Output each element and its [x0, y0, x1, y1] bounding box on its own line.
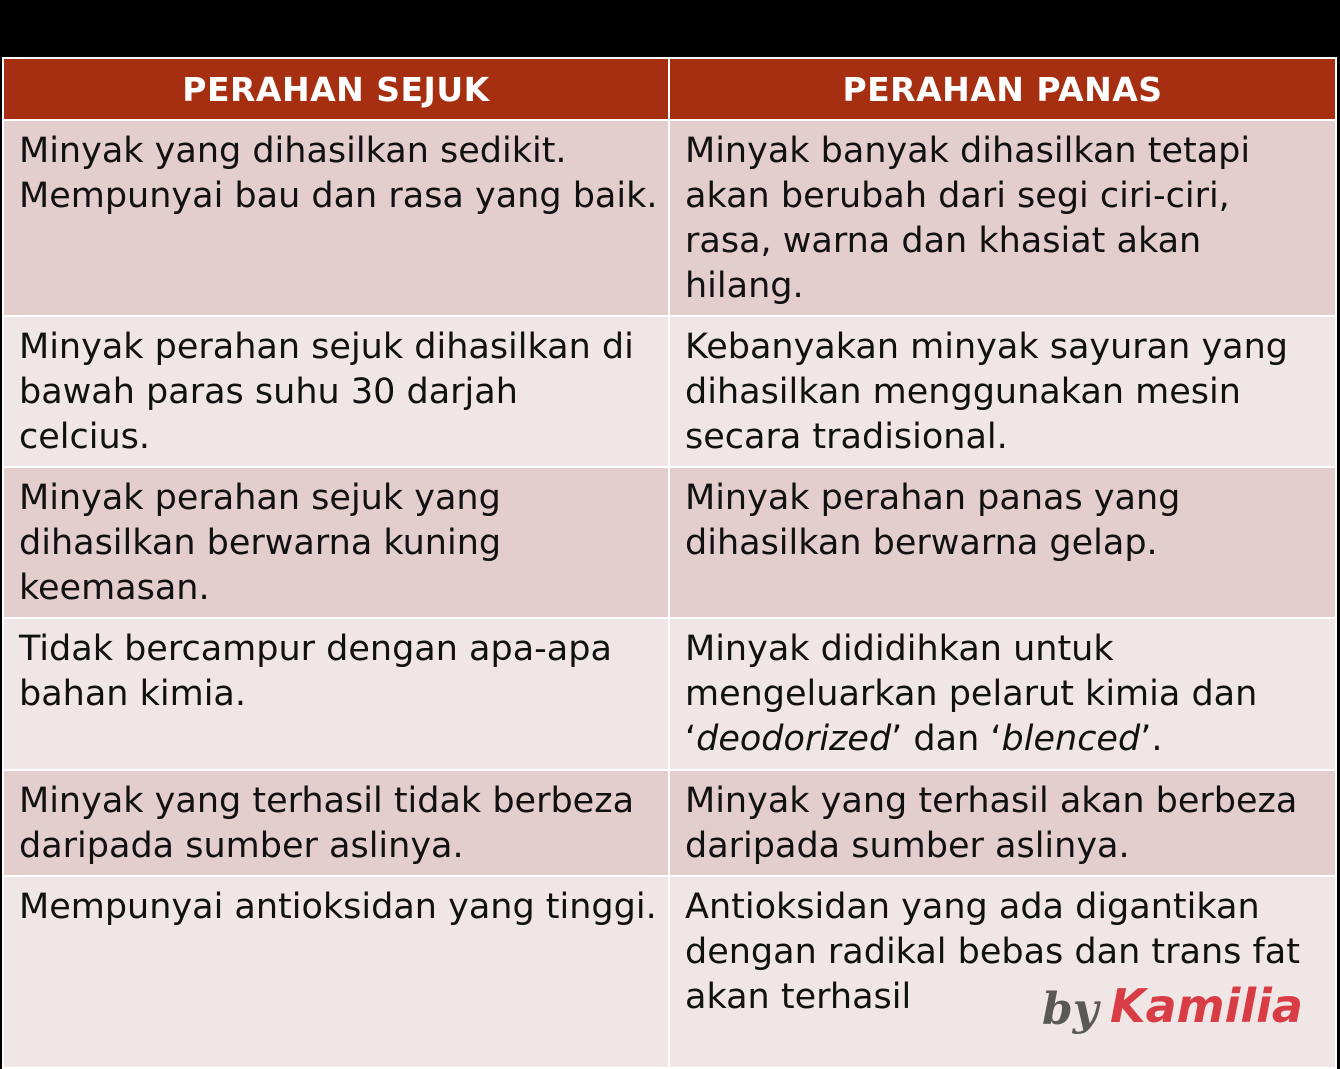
cell-sejuk: Mempunyai antioksidan yang tinggi.: [3, 876, 669, 1068]
cell-sejuk: Minyak yang dihasilkan sedikit. Mempunyai bau dan rasa yang baik.: [3, 120, 669, 316]
term-blenced: blenced: [1001, 719, 1141, 759]
cell-panas: Antioksidan yang ada digantikan dengan radikal bebas dan trans fat akan terhasil: [669, 876, 1336, 1068]
comparison-table-container: [2, 57, 1335, 1061]
cell-text-post: ’.: [1140, 719, 1163, 759]
header-perahan-sejuk: PERAHAN SEJUK: [3, 58, 669, 120]
header-perahan-panas: PERAHAN PANAS: [669, 58, 1336, 120]
cell-sejuk: Tidak bercampur dengan apa-apa bahan kimia.: [3, 618, 669, 770]
term-deodorized: deodorized: [696, 719, 892, 759]
watermark-name: Kamilia: [1110, 979, 1303, 1033]
table-row: [3, 316, 1336, 467]
watermark-by: by: [1042, 984, 1099, 1035]
cell-text-pre: Minyak dididihkan untuk mengeluarkan pelarut kimia dan ‘: [685, 629, 1258, 759]
table-row: [3, 120, 1336, 316]
cell-panas: [669, 618, 1336, 770]
bykamilia-watermark-logo: [1040, 978, 1310, 1038]
cell-sejuk: Minyak perahan sejuk dihasilkan di bawah paras suhu 30 darjah celcius.: [3, 316, 669, 467]
table-row: [3, 618, 1336, 770]
cell-panas: Minyak yang terhasil akan berbeza daripada sumber aslinya.: [669, 770, 1336, 876]
cell-sejuk: Minyak perahan sejuk yang dihasilkan berwarna kuning keemasan.: [3, 467, 669, 618]
table-row: [3, 770, 1336, 876]
cell-panas: Minyak banyak dihasilkan tetapi akan berubah dari segi ciri-ciri, rasa, warna dan khasiat akan hilang.: [669, 120, 1336, 316]
cell-text-mid: ’ dan ‘: [891, 719, 1002, 759]
cell-panas: Minyak perahan panas yang dihasilkan berwarna gelap.: [669, 467, 1336, 618]
cell-sejuk: Minyak yang terhasil tidak berbeza daripada sumber aslinya.: [3, 770, 669, 876]
header-row: [3, 58, 1336, 120]
table-row: [3, 467, 1336, 618]
comparison-table: [2, 57, 1337, 1069]
cell-panas: Kebanyakan minyak sayuran yang dihasilkan menggunakan mesin secara tradisional.: [669, 316, 1336, 467]
table-row: [3, 876, 1336, 1068]
